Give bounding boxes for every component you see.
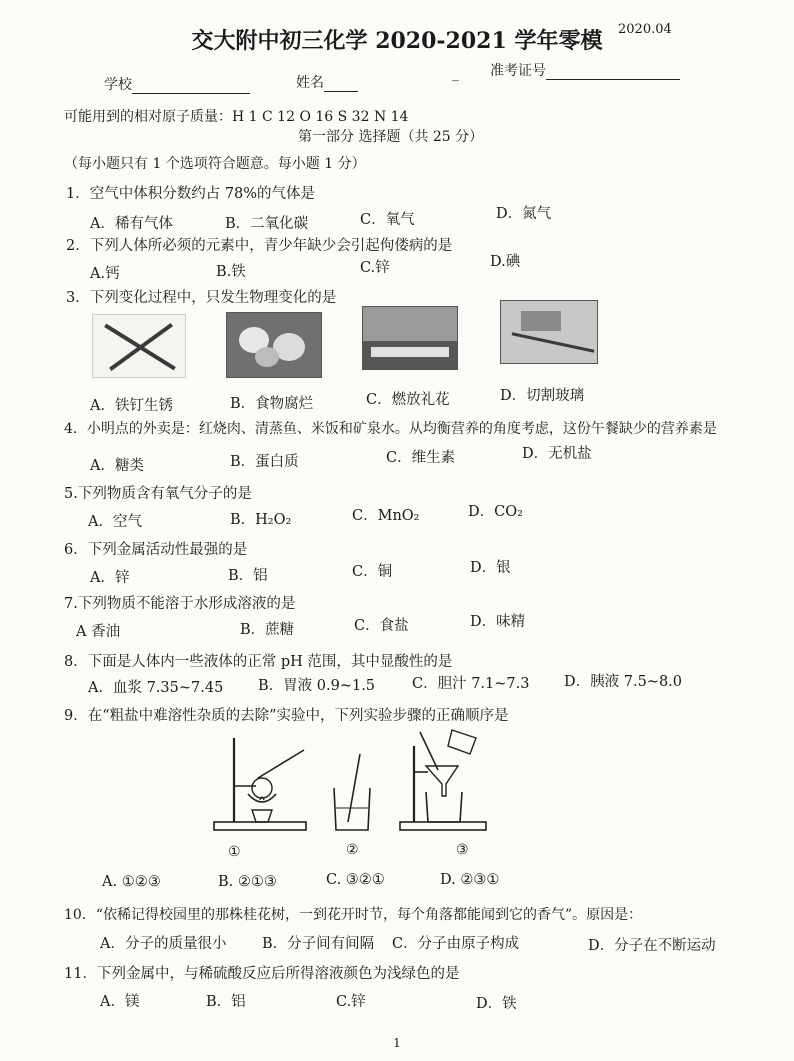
question-9-option-a[interactable]: A. ①②③ xyxy=(102,874,161,890)
question-2-option-d[interactable]: D.碘 xyxy=(490,254,521,270)
dissolving-beaker-diagram xyxy=(330,752,374,832)
question-1-option-b[interactable]: B．二氧化碳 xyxy=(225,216,309,232)
question-3-option-a[interactable]: A．铁钉生锈 xyxy=(90,398,173,414)
question-9-option-b[interactable]: B. ②①③ xyxy=(218,874,277,890)
question-6-option-b[interactable]: B．铝 xyxy=(228,568,268,584)
question-3-option-c[interactable]: C．燃放礼花 xyxy=(366,392,450,408)
question-7-option-a[interactable]: A 香油 xyxy=(76,624,121,640)
question-5-stem: 5.下列物质含有氧气分子的是 xyxy=(64,486,252,502)
question-6-option-c[interactable]: C．铜 xyxy=(352,564,393,580)
question-2-option-a[interactable]: A.钙 xyxy=(90,266,120,282)
fireworks-image xyxy=(362,306,458,370)
question-5-option-b[interactable]: B．H₂O₂ xyxy=(230,512,292,528)
question-10-stem: 10．“依稀记得校园里的那株桂花树，一到花开时节，每个角落都能闻到它的香气”。原因是： xyxy=(64,907,643,923)
question-11-option-c[interactable]: C.锌 xyxy=(336,994,366,1010)
exam-id-field xyxy=(490,60,680,80)
question-10-option-c[interactable]: C．分子由原子构成 xyxy=(392,936,520,952)
question-7-stem: 7.下列物质不能溶于水形成溶液的是 xyxy=(64,596,296,612)
filtration-apparatus-diagram xyxy=(398,726,496,834)
question-1-option-d[interactable]: D．氮气 xyxy=(496,206,552,222)
question-2-stem: 2．下列人体所必须的元素中，青少年缺少会引起佝偻病的是 xyxy=(66,238,453,254)
question-10-option-b[interactable]: B．分子间有间隔 xyxy=(262,936,375,952)
exam-id-blank[interactable] xyxy=(546,65,680,80)
exam-date: 2020.04 xyxy=(618,22,672,37)
evaporation-apparatus-diagram xyxy=(212,732,310,834)
question-6-option-d[interactable]: D．银 xyxy=(470,560,511,576)
name-blank[interactable] xyxy=(324,77,358,92)
question-8-option-a[interactable]: A．血浆 7.35~7.45 xyxy=(88,680,224,696)
name-dash: _ xyxy=(452,66,459,82)
question-2-option-c[interactable]: C.锌 xyxy=(360,260,390,276)
question-7-option-c[interactable]: C．食盐 xyxy=(354,618,409,634)
question-4-option-c[interactable]: C．维生素 xyxy=(386,450,456,466)
question-6-option-a[interactable]: A．锌 xyxy=(90,570,130,586)
question-11-stem: 11．下列金属中，与稀硫酸反应后所得溶液颜色为浅绿色的是 xyxy=(64,966,460,982)
atomic-masses: 可能用到的相对原子质量：H 1 C 12 O 16 S 32 N 14 xyxy=(64,109,409,125)
school-label: 学校 xyxy=(104,77,132,93)
question-9-option-d[interactable]: D. ②③① xyxy=(440,872,500,888)
section-note: （每小题只有 1 个选项符合题意。每小题 1 分） xyxy=(64,156,366,172)
school-field xyxy=(104,74,250,94)
question-9-option-c[interactable]: C. ③②① xyxy=(326,872,385,888)
question-10-option-a[interactable]: A．分子的质量很小 xyxy=(100,936,227,952)
question-9-stem: 9．在“粗盐中难溶性杂质的去除”实验中，下列实验步骤的正确顺序是 xyxy=(64,708,509,724)
question-10-option-d[interactable]: D．分子在不断运动 xyxy=(588,938,716,954)
name-field xyxy=(296,72,358,92)
question-5-option-a[interactable]: A．空气 xyxy=(88,514,142,530)
question-1-stem: 1．空气中体积分数约占 78%的气体是 xyxy=(66,186,316,202)
question-8-option-d[interactable]: D．胰液 7.5~8.0 xyxy=(564,674,683,690)
question-8-stem: 8．下面是人体内一些液体的正常 pH 范围，其中显酸性的是 xyxy=(64,654,453,670)
question-4-option-a[interactable]: A．糖类 xyxy=(90,458,144,474)
question-4-option-b[interactable]: B．蛋白质 xyxy=(230,454,299,470)
question-11-option-d[interactable]: D．铁 xyxy=(476,996,517,1012)
question-7-option-b[interactable]: B．蔗糖 xyxy=(240,622,295,638)
question-5-option-c[interactable]: C．MnO₂ xyxy=(352,508,420,524)
question-11-option-a[interactable]: A．镁 xyxy=(100,994,140,1010)
exam-id-label: 准考证号 xyxy=(490,63,546,79)
name-label: 姓名 xyxy=(296,75,324,91)
question-1-option-c[interactable]: C．氧气 xyxy=(360,212,415,228)
question-3-stem: 3．下列变化过程中，只发生物理变化的是 xyxy=(66,290,337,306)
question-5-option-d[interactable]: D．CO₂ xyxy=(468,504,523,520)
question-8-option-c[interactable]: C．胆汁 7.1~7.3 xyxy=(412,676,530,692)
question-7-option-d[interactable]: D．味精 xyxy=(470,614,526,630)
question-3-option-d[interactable]: D．切割玻璃 xyxy=(500,388,585,404)
question-8-option-b[interactable]: B．胃液 0.9~1.5 xyxy=(258,678,376,694)
section-title: 第一部分 选择题（共 25 分） xyxy=(298,129,484,145)
question-3-option-b[interactable]: B．食物腐烂 xyxy=(230,396,314,412)
rotten-food-image xyxy=(226,312,322,378)
apparatus-label-1: ① xyxy=(228,844,241,860)
rusty-nails-image xyxy=(92,314,186,378)
question-11-option-b[interactable]: B．铝 xyxy=(206,994,246,1010)
question-6-stem: 6．下列金属活动性最强的是 xyxy=(64,542,248,558)
question-4-option-d[interactable]: D．无机盐 xyxy=(522,446,592,462)
apparatus-label-3: ③ xyxy=(456,842,469,858)
page-title: 交大附中初三化学 2020-2021 学年零模 xyxy=(191,28,603,54)
question-4-stem: 4．小明点的外卖是：红烧肉、清蒸鱼、米饭和矿泉水。从均衡营养的角度考虑，这份午餐缺少的营养素是 xyxy=(64,421,717,437)
school-blank[interactable] xyxy=(132,79,250,94)
apparatus-label-2: ② xyxy=(346,842,359,858)
cutting-glass-image xyxy=(500,300,598,364)
question-2-option-b[interactable]: B.铁 xyxy=(216,264,246,280)
page-number: 1 xyxy=(393,1036,401,1050)
question-1-option-a[interactable]: A．稀有气体 xyxy=(90,216,173,232)
